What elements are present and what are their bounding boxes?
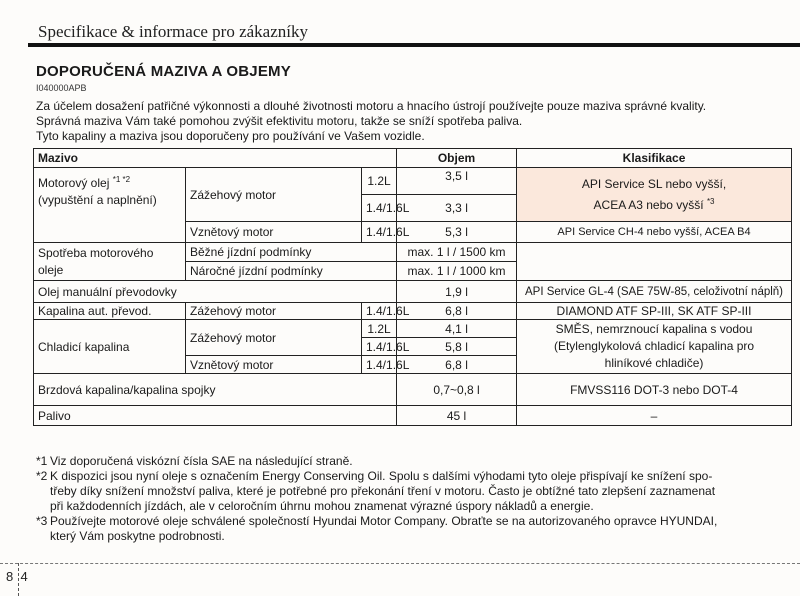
coolant-label: Chladicí kapalina (34, 320, 186, 374)
consumption-classification-empty (517, 243, 792, 281)
atf-label: Kapalina aut. převod. (34, 303, 186, 320)
engine-size: 1.4/1.6L (362, 356, 397, 374)
header-objem: Objem (397, 149, 517, 168)
footnote (36, 514, 796, 544)
header-klasifikace: Klasifikace (517, 149, 792, 168)
normal-conditions: Běžné jízdní podmínky (186, 243, 397, 262)
fuel-label: Palivo (34, 406, 397, 426)
intro-line: Tyto kapaliny a maziva jsou doporučeny pro používání ve Vašem vozidle. (36, 129, 425, 143)
manual-gear-oil-label: Olej manuální převodovky (34, 281, 397, 303)
footnotes (36, 454, 796, 544)
lubricants-table (33, 148, 792, 426)
footnote-text: Viz doporučená viskózní čísla SAE na následující straně. (50, 454, 353, 468)
volume-value: 5,8 l (397, 338, 517, 356)
atf-engine-type: Zážehový motor (186, 303, 362, 320)
header-mazivo: Mazivo (34, 149, 397, 168)
oil-consumption-label: Spotřeba motorového oleje (34, 243, 186, 281)
coolant-diesel: Vznětový motor (186, 356, 362, 374)
volume-value: 6,8 l (397, 356, 517, 374)
intro-line: Správná maziva Vám také pomohou zvýšit efektivitu motoru, takže se sníží spotřeba paliva. (36, 114, 523, 128)
volume-value: 3,3 l (397, 195, 517, 222)
brake-fluid-label: Brzdová kapalina/kapalina spojky (34, 374, 397, 406)
document-code: I040000APB (36, 83, 87, 93)
motor-oil-classification: API Service SL nebo vyšší, ACEA A3 nebo vyšší $^{*3}$ (517, 168, 792, 222)
table-row (34, 243, 792, 262)
header-divider (28, 43, 800, 47)
brake-fluid-classification: FMVSS116 DOT-3 nebo DOT-4 (517, 374, 792, 406)
footnote (36, 454, 796, 469)
atf-classification: DIAMOND ATF SP-III, SK ATF SP-III (517, 303, 792, 320)
table-row (34, 281, 792, 303)
intro-text (36, 99, 796, 144)
fuel-classification: – (517, 406, 792, 426)
footnote-mark: *2 (36, 469, 48, 483)
coolant-classification: SMĚS, nemrznoucí kapalina s vodou (Etylenglykolová chladicí kapalina pro hliníkové chladiče) (517, 320, 792, 374)
volume-value: 3,5 l (397, 168, 517, 195)
diesel-classification: API Service CH-4 nebo vyšší, ACEA B4 (517, 222, 792, 243)
volume-value: 1,9 l (397, 281, 517, 303)
table-row (34, 374, 792, 406)
footnote (36, 469, 796, 514)
table-row (34, 406, 792, 426)
engine-size: 1.4/1.6L (362, 338, 397, 356)
engine-size: 1.4/1.6L (362, 303, 397, 320)
table-row (34, 168, 792, 195)
footnote-text: K dispozici jsou nyní oleje s označením Energy Conserving Oil. Spolu s dalšími výhodami tyto oleje přispívají ke snížení spo- třeby díky snížení množství paliva, které je potřebné pro překonání tření v motoru. Často je obtížné tato zlepšení zaznamenat při každodenních jízdách, ale v celoročním úhrnu mohou znamenat výrazné úspory nákladů a energie. (50, 469, 716, 513)
volume-value: 0,7~0,8 l (397, 374, 517, 406)
coolant-petrol: Zážehový motor (186, 320, 362, 356)
bottom-divider (0, 563, 800, 564)
motor-oil-label: Motorový olej $^{*1 *2}$ (vypuštění a naplnění) (34, 168, 186, 243)
footnote-mark: *3 (36, 514, 48, 528)
intro-line: Za účelem dosažení patřičné výkonnosti a dlouhé životnosti motoru a hnacího ústrojí používejte pouze maziva správné kvality. (36, 99, 707, 113)
table-row (34, 303, 792, 320)
table-row (34, 320, 792, 338)
engine-size: 1.2L (362, 320, 397, 338)
hard-conditions: Náročné jízdní podmínky (186, 262, 397, 281)
section-title: DOPORUČENÁ MAZIVA A OBJEMY (36, 63, 291, 80)
page-header-title: Specifikace & informace pro zákazníky (38, 22, 308, 41)
page-number: 8 4 (6, 569, 28, 584)
engine-size: 1.2L (362, 168, 397, 195)
volume-value: 4,1 l (397, 320, 517, 338)
footnote-text: Používejte motorové oleje schválené společností Hyundai Motor Company. Obraťte se na autorizovaného opravce HYUNDAI, který Vám poskytne podrobnosti. (50, 514, 718, 543)
table-header-row (34, 149, 792, 168)
footnote-mark: *1 (36, 454, 48, 468)
volume-value: 45 l (397, 406, 517, 426)
volume-value: 5,3 l (397, 222, 517, 243)
engine-size: 1.4/1.6L (362, 195, 397, 222)
volume-value: 6,8 l (397, 303, 517, 320)
consumption-value: max. 1 l / 1500 km (397, 243, 517, 262)
motor-oil-diesel: Vznětový motor (186, 222, 362, 243)
manual-gear-oil-classification: API Service GL-4 (SAE 75W-85, celoživotní náplň) (517, 281, 792, 303)
engine-size: 1.4/1.6L (362, 222, 397, 243)
consumption-value: max. 1 l / 1000 km (397, 262, 517, 281)
motor-oil-petrol: Zážehový motor (186, 168, 362, 222)
